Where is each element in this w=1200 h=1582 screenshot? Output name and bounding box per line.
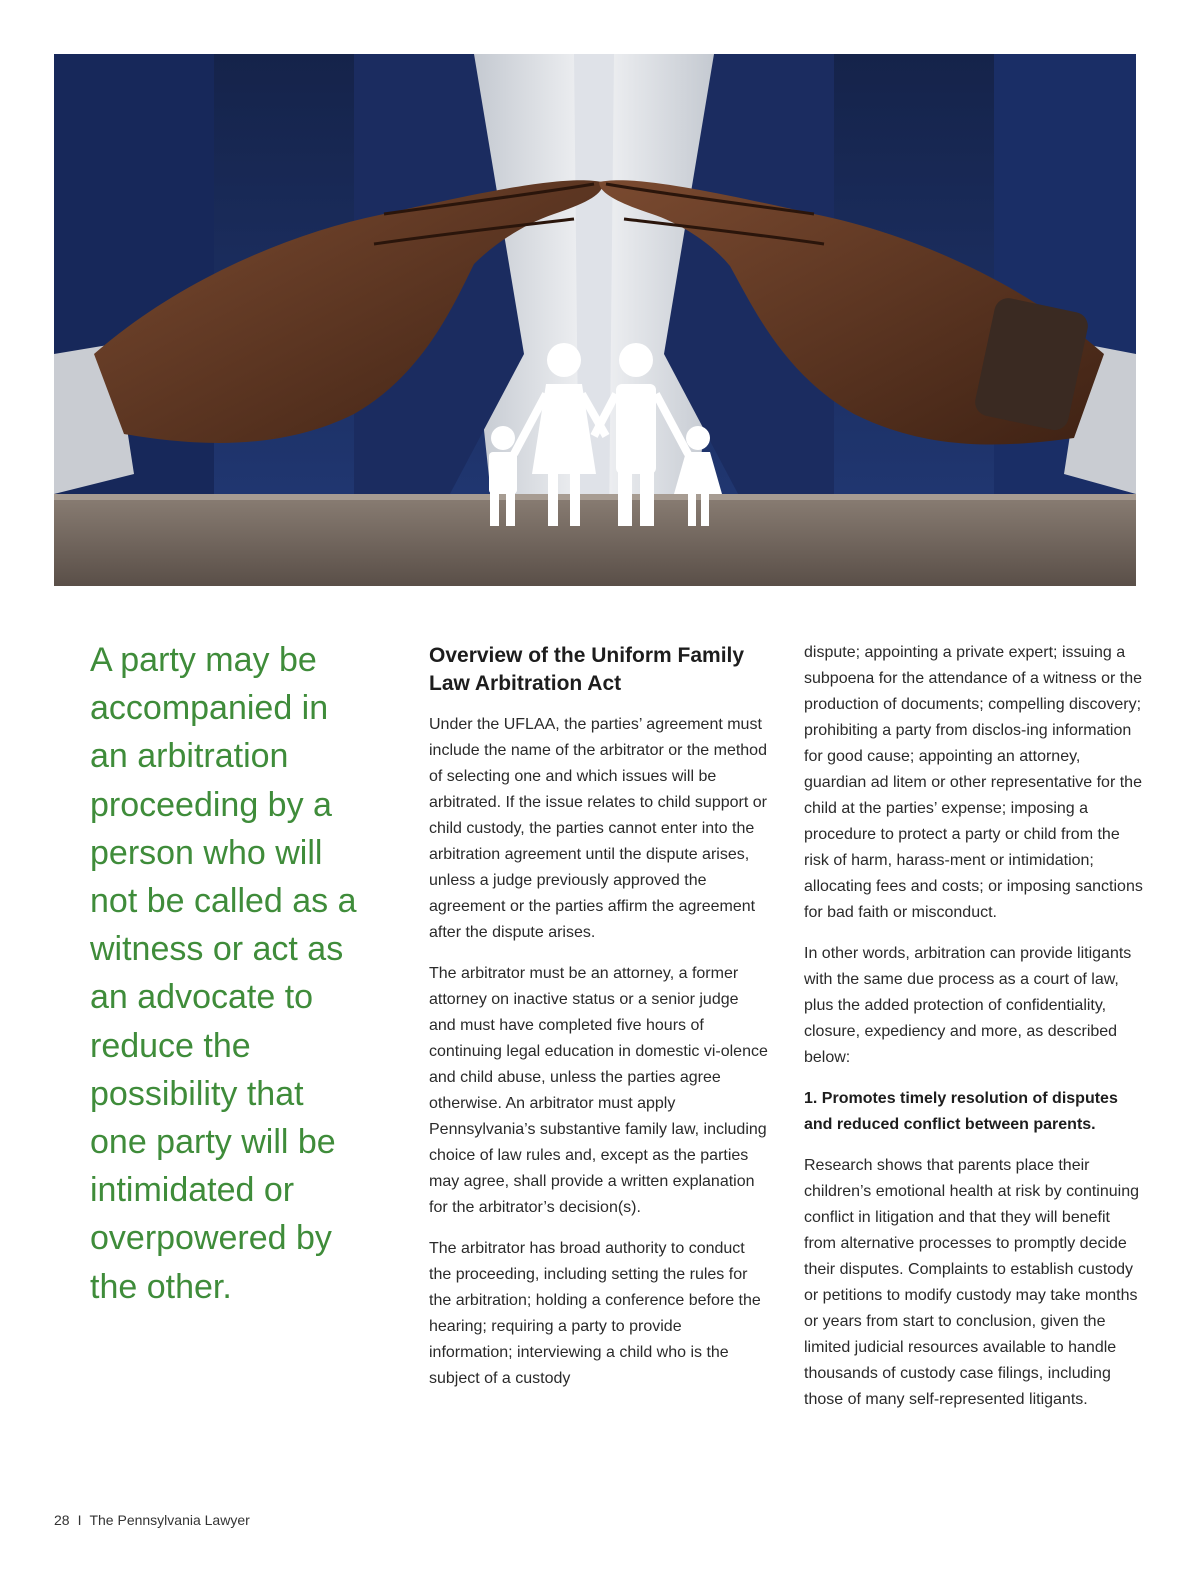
footer-separator: I	[77, 1512, 82, 1528]
paragraph: The arbitrator has broad authority to conduct the proceeding, including setting the rules for the arbitration; holding a conference before the hearing; requiring a party to provide information; interviewing a child who is the subject of a custody	[429, 1240, 761, 1387]
hero-photo	[54, 54, 1136, 586]
article-heading: Overview of the Uniform Family Law Arbitration Act	[429, 644, 745, 695]
paragraph: In other words, arbitration can provide litigants with the same due process as a court of law, plus the added protection of confidentiality, closure, expediency and more, as described below:	[804, 945, 1132, 1066]
paragraph: Research shows that parents place their children’s emotional health at risk by continuing conflict in litigation and that they will benefit from alternative processes to promptly decide their disputes. Complaints to establish custody or petitions to modify custody may take months or years from start to conclusion, given the limited judicial resources available to handle thousands of custody case filings, including those of many self-represented litigants.	[804, 1157, 1140, 1408]
section-subheading: 1. Promotes timely resolution of disputes and reduced conflict between parents.	[804, 1090, 1118, 1133]
paragraph: Under the UFLAA, the parties’ agreement must include the name of the arbitrator or the method of selecting one and which issues will be arbitrated. If the issue relates to child support or child custody, the parties cannot enter into the arbitration agreement until the dispute arises, unless a judge previously approved the agreement or the parties affirm the agreement after the dispute arises.	[429, 716, 767, 941]
hands-protecting-family-illustration	[54, 54, 1136, 586]
pull-quote: A party may be accompanied in an arbitration proceeding by a person who will not be called as a witness or act as an advocate to reduce the possibility that one party will be intimidated or overpowered by the other.	[90, 641, 357, 1306]
paragraph: dispute; appointing a private expert; issuing a subpoena for the attendance of a witness or the production of documents; compelling discovery; prohibiting a party from disclos-ing information for good cause; appointing an attorney, guardian ad litem or other representative for the child at the parties’ expense; imposing a procedure to protect a party or child from the risk of harm, harass-ment or intimidation; allocating fees and costs; or imposing sanctions for bad faith or misconduct.	[804, 644, 1143, 921]
article-column-1	[429, 640, 769, 1407]
publication-name: The Pennsylvania Lawyer	[89, 1512, 250, 1528]
page-footer	[54, 1512, 250, 1528]
paragraph: The arbitrator must be an attorney, a former attorney on inactive status or a senior judge and must have completed five hours of continuing legal education in domestic vi-olence and child abuse, unless the parties agree otherwise. An arbitrator must apply Pennsylvania’s substantive family law, including choice of law rules and, except as the parties may agree, shall provide a written explanation for the arbitrator’s decision(s).	[429, 965, 768, 1216]
article-column-2	[804, 640, 1144, 1428]
page-number: 28	[54, 1512, 70, 1528]
